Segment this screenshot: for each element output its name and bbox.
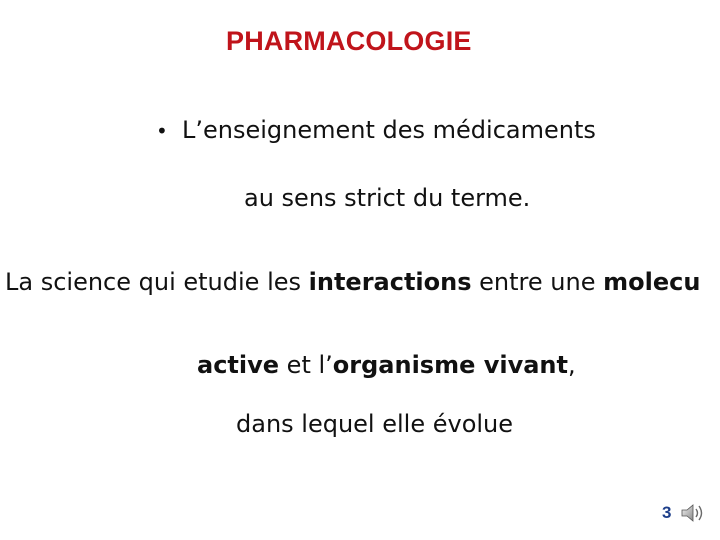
definition-emphasis-molecule: molecu — [603, 268, 701, 296]
definition-text: , — [568, 351, 576, 379]
definition-line-1 — [5, 267, 700, 297]
definition-text: La science qui etudie les — [5, 268, 309, 296]
bullet-line-1 — [156, 115, 596, 146]
definition-line-3: dans lequel elle évolue — [236, 410, 514, 438]
definition-emphasis-active: active — [197, 351, 280, 379]
definition-emphasis-interactions: interactions — [308, 268, 472, 296]
bullet-line-2: au sens strict du terme. — [244, 184, 531, 212]
bullet-text-1: L’enseignement des médicaments — [182, 116, 596, 144]
speaker-icon[interactable] — [680, 502, 706, 524]
definition-text: entre une — [471, 268, 604, 296]
slide-title: PHARMACOLOGIE — [226, 26, 472, 56]
definition-emphasis-organisme: organisme vivant — [332, 351, 568, 379]
definition-line-2 — [197, 350, 576, 380]
page-number: 3 — [662, 503, 672, 522]
definition-text: et l’ — [279, 351, 333, 379]
bullet-marker: • — [156, 119, 168, 143]
